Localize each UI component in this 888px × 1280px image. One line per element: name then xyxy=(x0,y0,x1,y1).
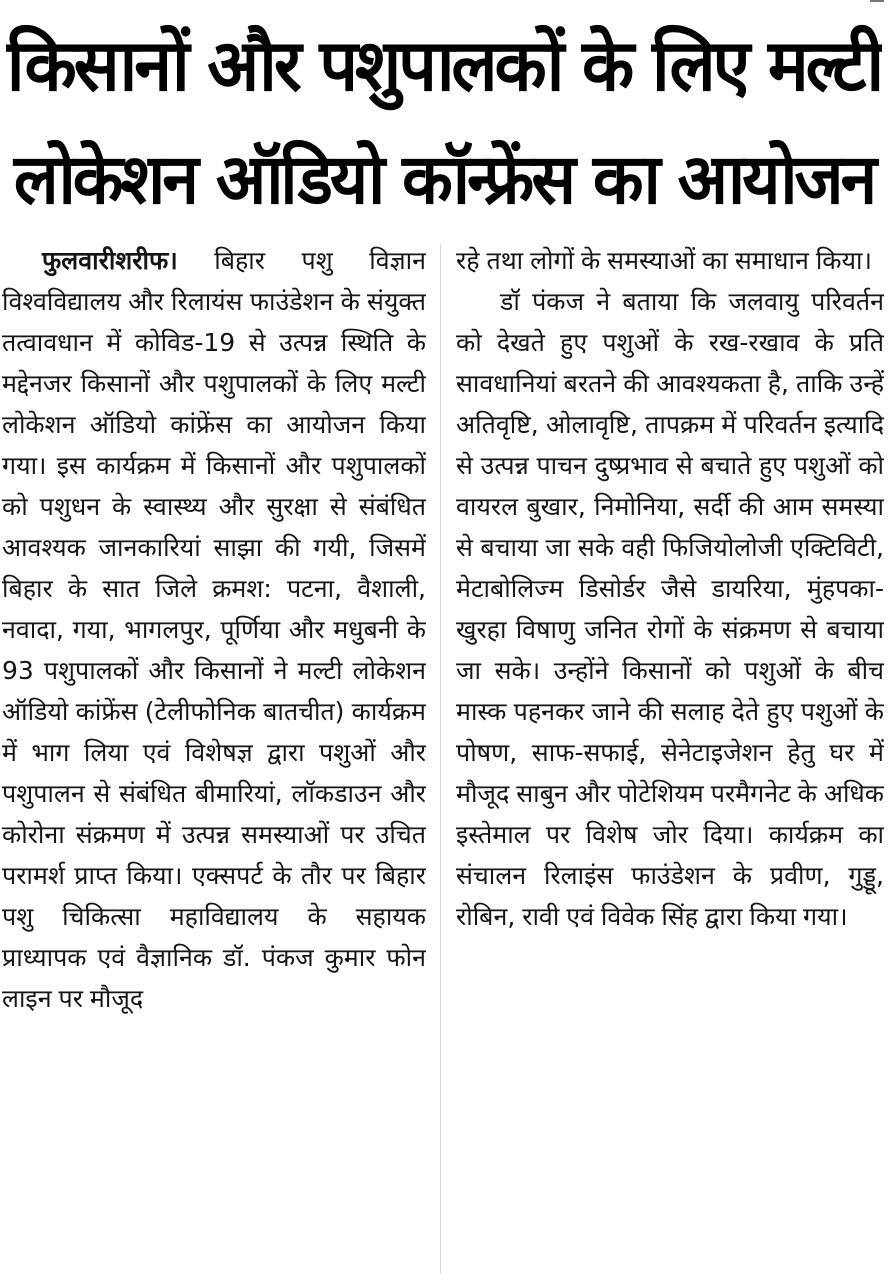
dateline: फुलवारीशरीफ। xyxy=(42,246,178,275)
article-paragraph: रहे तथा लोगों के समस्याओं का समाधान किया। xyxy=(456,246,872,275)
article-paragraph: डॉ पंकज ने बताया कि जलवायु परिवर्तन को देखते हुए पशुओं के रख-रखाव के प्रति सावधानियां बरतने की आवश्यकता है, ताकि उन्हें अतिवृष्टि, ओलावृष्टि, तापक्रम में परिवर्तन इत्यादि से उत्पन्न पाचन दुष्प्रभाव से बचाते हुए पशुओं को वायरल बुखार, निमोनिया, सर्दी की आम समस्या से बचाया जा सके वही फिजियोलोजी एक्टिविटी, मेटाबोलिज्म डिसोर्डर जैसे डायरिया, मुंहपका-खुरहा विषाणु जनित रोगों के संक्रमण से बचाया जा सके। उन्होंने किसानों को पशुओं के बीच मास्क पहनकर जाने की सलाह देते हुए पशुओं के पोषण, साफ-सफाई, सेनेटाइजेशन हेतु घर में मौजूद साबुन और पोटेशियम परमैगनेट के अधिक इस्तेमाल पर विशेष जोर दिया। कार्यक्रम का संचालन रिलाइंस फाउंडेशन के प्रवीण, गुड्डू, रोबिन, रावी एवं विवेक सिंह द्वारा किया गया। xyxy=(456,287,884,931)
headline-line-2: लोकेशन ऑडियो कॉन्फ्रेंस का आयोजन xyxy=(13,139,875,220)
headline xyxy=(6,10,882,237)
page-corner-mark xyxy=(870,0,884,6)
column-divider xyxy=(440,244,441,1274)
headline-line-1: किसानों और पशुपालकों के लिए मल्टी xyxy=(6,24,882,108)
article-paragraph xyxy=(2,240,426,1019)
paragraph-text: बिहार पशु विज्ञान विश्वविद्यालय और रिलायंस फाउंडेशन के संयुक्त तत्वावधान में कोविड-19 से उत्पन्न स्थिति के मद्देनजर किसानों और पशुपालकों के लिए मल्टी लोकेशन ऑडियो कांफ्रेंस का आयोजन किया गया। इस कार्यक्रम में किसानों और पशुपालकों को पशुधन के स्वास्थ्य और सुरक्षा से संबंधित आवश्यक जानकारियां साझा की गयी, जिसमें बिहार के सात जिले क्रमश: पटना, वैशाली, नवादा, गया, भागलपुर, पूर्णिया और मधुबनी के 93 पशुपालकों और किसानों ने मल्टी लोकेशन ऑडियो कांफ्रेंस (टेलीफोनिक बातचीत) कार्यक्रम में भाग लिया एवं विशेषज्ञ द्वारा पशुओं और पशुपालन से संबंधित बीमारियां, लॉकडाउन और कोरोना संक्रमण में उत्पन्न समस्याओं पर उचित परामर्श प्राप्त किया। एक्सपर्ट के तौर पर बिहार पशु चिकित्सा महाविद्यालय के सहायक प्राध्यापक एवं वैज्ञानिक डॉ. पंकज कुमार फोन लाइन पर मौजूद xyxy=(2,246,426,1013)
article-column-left xyxy=(2,240,426,1280)
article-column-right xyxy=(456,240,884,1280)
